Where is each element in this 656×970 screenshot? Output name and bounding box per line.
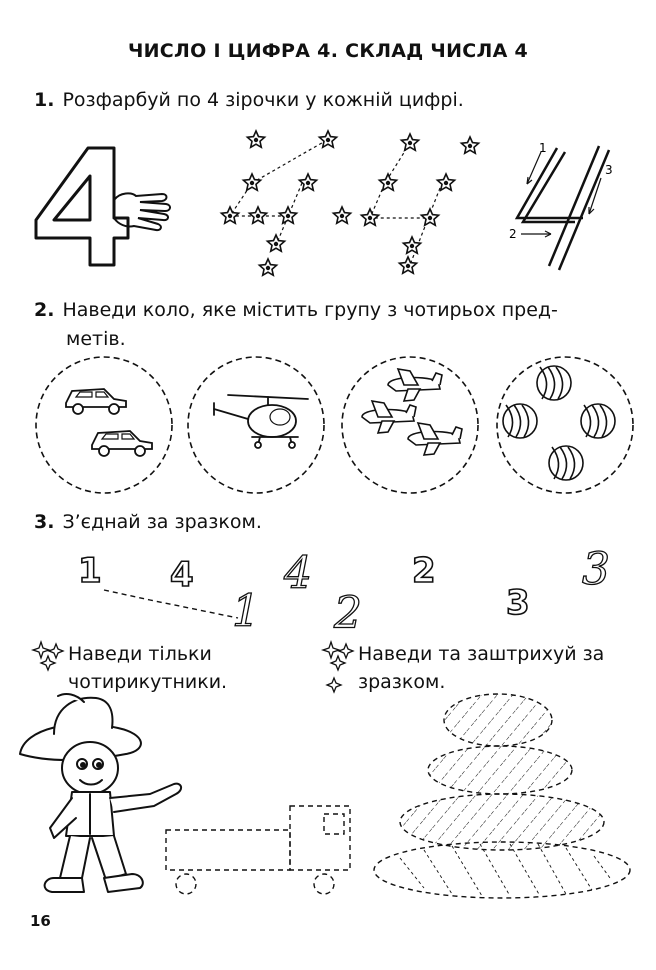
truck-window-square: [324, 814, 344, 834]
beach-ball-icon: [549, 446, 583, 480]
star-center-dot: [408, 141, 412, 145]
star-center-dot: [406, 264, 410, 268]
truck-wheel-circle: [314, 874, 334, 894]
task-3-number: 3.: [34, 511, 55, 533]
task-3-text: З’єднай за зразком.: [62, 511, 262, 533]
truck-cab-rectangle: [290, 806, 350, 870]
task-2-line-1: Наведи коло, яке містить групу з чотирьох пред-: [62, 299, 558, 321]
star-center-dot: [274, 242, 278, 246]
star-center-dot: [340, 214, 344, 218]
task-1-instruction: [34, 88, 464, 112]
star-center-dot: [410, 244, 414, 248]
ellipse-top: [444, 694, 552, 746]
beach-ball-icon: [503, 404, 537, 438]
hatched-ellipse-pyramid: [360, 690, 650, 905]
right-task-line-2: зразком.: [358, 671, 446, 693]
handwritten-digit-4: 4: [284, 548, 312, 599]
page-number: 16: [30, 912, 51, 930]
printed-digit-3: 3: [506, 583, 530, 623]
airplane-icon: [388, 369, 442, 401]
star-center-dot: [444, 181, 448, 185]
sparkle-icon: [32, 640, 68, 670]
page-title: ЧИСЛО І ЦИФРА 4. СКЛАД ЧИСЛА 4: [127, 40, 529, 62]
truck-wheel-circle: [176, 874, 196, 894]
stroke-label-2: 2: [509, 227, 517, 241]
star-center-dot: [428, 216, 432, 220]
circle-cars: [36, 357, 172, 493]
task-2-line-2: метів.: [66, 328, 126, 350]
star-center-dot: [266, 266, 270, 270]
handwritten-digit-3: 3: [582, 544, 610, 595]
star-digit-four-1: [212, 128, 332, 278]
star-center-dot: [256, 214, 260, 218]
matching-digits: [0, 530, 656, 639]
stroke-order-digit-four: [505, 138, 625, 278]
dashed-truck-outline: [160, 800, 360, 900]
airplane-icon: [408, 423, 462, 455]
left-task-line-1: Наведи тільки: [68, 643, 212, 665]
airplane-icon: [362, 401, 416, 433]
star-center-dot: [250, 181, 254, 185]
task-2-number: 2.: [34, 299, 55, 321]
truck-body-rectangle: [166, 830, 290, 870]
task-1-text: Розфарбуй по 4 зірочки у кожній цифрі.: [62, 89, 464, 111]
stroke-label-3: 3: [605, 163, 613, 177]
printed-digit-2: 2: [412, 551, 436, 591]
right-task-line-1: Наведи та заштрихуй за: [358, 643, 605, 665]
beach-ball-icon: [581, 404, 615, 438]
task-2-instruction: [34, 298, 558, 322]
beach-ball-icon: [537, 366, 571, 400]
sparkle-icon: [322, 640, 358, 696]
star-digit-four-2: [330, 128, 480, 278]
star-center-dot: [468, 144, 472, 148]
car-icon: [92, 431, 152, 456]
star-center-dot: [386, 181, 390, 185]
handwritten-digit-2: 2: [334, 588, 362, 639]
star-center-dot: [254, 138, 258, 142]
beach-balls: [503, 366, 615, 480]
printed-digit-1: 1: [78, 551, 102, 591]
outlined-digit-four: [36, 148, 128, 265]
car-icon: [66, 389, 126, 414]
star-center-dot: [228, 214, 232, 218]
object-circles: [0, 345, 656, 510]
printed-digit-4: 4: [170, 555, 194, 595]
star-center-dot: [286, 214, 290, 218]
task-1-number: 1.: [34, 89, 55, 111]
star-center-dot: [306, 181, 310, 185]
star-center-dot: [368, 216, 372, 220]
handwritten-digit-1: 1: [232, 586, 260, 637]
left-task-line-2: чотирикутники.: [68, 671, 228, 693]
hand-showing-four-icon: [114, 193, 170, 230]
ellipse-second: [428, 746, 572, 794]
stroke-label-1: 1: [539, 141, 547, 155]
helicopter-icon: [214, 395, 308, 448]
outlined-four-with-hand: [28, 140, 178, 280]
